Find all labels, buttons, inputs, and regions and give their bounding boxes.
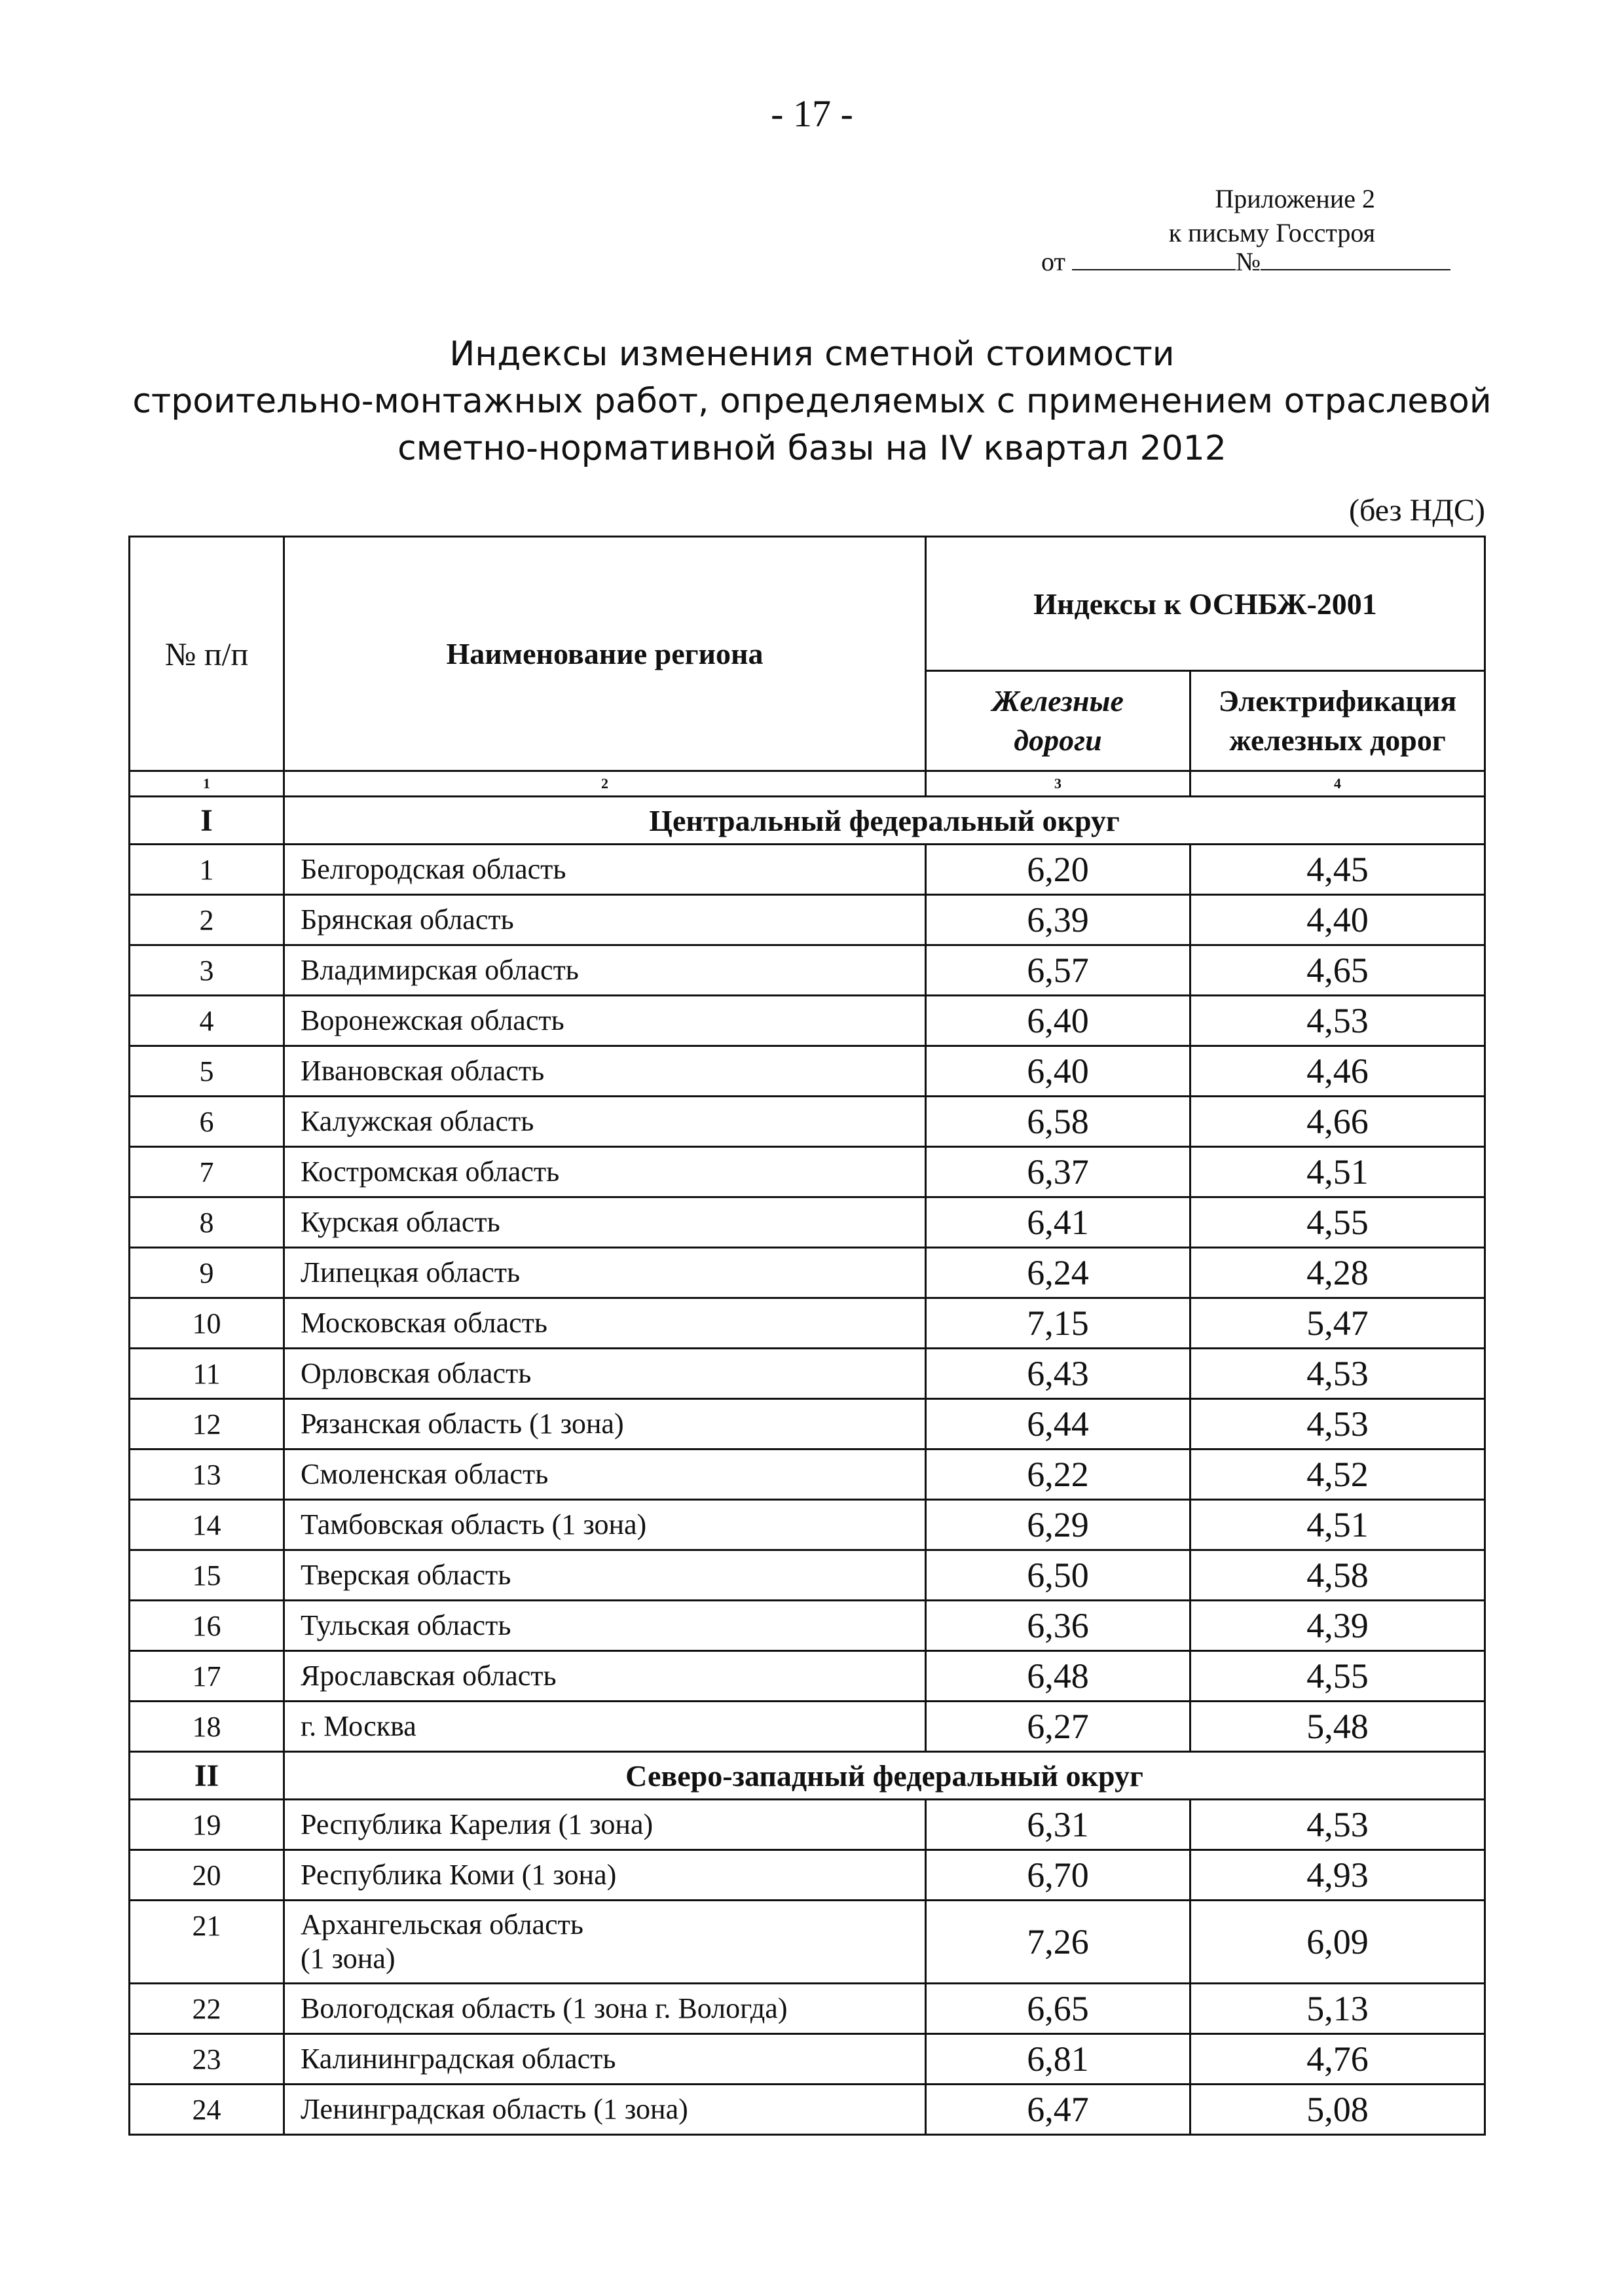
table-row — [130, 1399, 1485, 1449]
electrification-index: 4,51 — [1190, 1147, 1485, 1197]
region-name-line-2: (1 зона) — [301, 1942, 396, 1975]
electrification-index: 4,40 — [1190, 895, 1485, 945]
electrification-index: 4,46 — [1190, 1046, 1485, 1097]
header-electrification-line-2: железных дорог — [1229, 723, 1446, 757]
region-name: Смоленская область — [284, 1449, 926, 1500]
table-row — [130, 895, 1485, 945]
region-name — [284, 1901, 926, 1984]
table-row — [130, 2034, 1485, 2085]
railways-index: 6,29 — [926, 1500, 1190, 1550]
region-name: Ленинградская область (1 зона) — [284, 2085, 926, 2135]
section-row — [130, 797, 1485, 845]
electrification-index: 4,58 — [1190, 1550, 1485, 1601]
railways-index: 6,58 — [926, 1097, 1190, 1147]
table-row — [130, 1601, 1485, 1651]
row-number: 7 — [130, 1147, 284, 1197]
attachment-note — [1169, 182, 1375, 250]
region-name: Тверская область — [284, 1550, 926, 1601]
column-number-row — [130, 771, 1485, 797]
electrification-index: 4,65 — [1190, 945, 1485, 996]
region-name: Владимирская область — [284, 945, 926, 996]
row-number: 10 — [130, 1298, 284, 1349]
table-row — [130, 945, 1485, 996]
section-number: II — [130, 1752, 284, 1800]
electrification-index: 4,53 — [1190, 1349, 1485, 1399]
electrification-index: 4,93 — [1190, 1850, 1485, 1901]
region-name: Ивановская область — [284, 1046, 926, 1097]
row-number: 22 — [130, 1984, 284, 2034]
region-name: Тамбовская область (1 зона) — [284, 1500, 926, 1550]
row-number: 4 — [130, 996, 284, 1046]
table-row — [130, 1248, 1485, 1298]
section-row — [130, 1752, 1485, 1800]
railways-index: 6,31 — [926, 1800, 1190, 1850]
date-blank — [1072, 247, 1236, 270]
row-number: 14 — [130, 1500, 284, 1550]
title-line-1: Индексы изменения сметной стоимости — [449, 335, 1175, 374]
row-number: 8 — [130, 1197, 284, 1248]
electrification-index: 4,53 — [1190, 1800, 1485, 1850]
electrification-index: 4,28 — [1190, 1248, 1485, 1298]
row-number: 2 — [130, 895, 284, 945]
railways-index: 6,57 — [926, 945, 1190, 996]
table-row — [130, 845, 1485, 895]
electrification-index: 4,39 — [1190, 1601, 1485, 1651]
table-row — [130, 1550, 1485, 1601]
table-row — [130, 1298, 1485, 1349]
region-name: Вологодская область (1 зона г. Вологда) — [284, 1984, 926, 2034]
region-name: Республика Коми (1 зона) — [284, 1850, 926, 1901]
electrification-index: 4,53 — [1190, 996, 1485, 1046]
row-number: 3 — [130, 945, 284, 996]
row-number: 24 — [130, 2085, 284, 2135]
region-name: Рязанская область (1 зона) — [284, 1399, 926, 1449]
header-indices-group: Индексы к ОСНБЖ-2001 — [926, 537, 1485, 671]
table-row — [130, 1800, 1485, 1850]
region-name: Ярославская область — [284, 1651, 926, 1702]
table-row — [130, 1046, 1485, 1097]
section-name: Северо-западный федеральный округ — [284, 1752, 1485, 1800]
row-number: 20 — [130, 1850, 284, 1901]
region-name-line-1: Архангельская область — [301, 1908, 583, 1941]
row-number: 1 — [130, 845, 284, 895]
railways-index: 6,22 — [926, 1449, 1190, 1500]
table-row — [130, 1651, 1485, 1702]
header-railways — [926, 671, 1190, 771]
table-row — [130, 1702, 1485, 1752]
section-name: Центральный федеральный округ — [284, 797, 1485, 845]
table-row — [130, 1984, 1485, 2034]
table-row — [130, 2085, 1485, 2135]
railways-index: 6,70 — [926, 1850, 1190, 1901]
attachment-line-1: Приложение 2 — [1215, 184, 1375, 213]
table-row — [130, 1500, 1485, 1550]
row-number: 9 — [130, 1248, 284, 1298]
page-number: - 17 - — [771, 92, 853, 135]
railways-index: 6,65 — [926, 1984, 1190, 2034]
region-name: Курская область — [284, 1197, 926, 1248]
header-region-name: Наименование региона — [284, 537, 926, 771]
row-number: 17 — [130, 1651, 284, 1702]
region-name: Воронежская область — [284, 996, 926, 1046]
railways-index: 6,27 — [926, 1702, 1190, 1752]
title-line-2: строительно-монтажных работ, определяемых с применением отраслевой — [132, 382, 1492, 421]
vat-note: (без НДС) — [1348, 493, 1485, 528]
header-number: № п/п — [130, 537, 284, 771]
railways-index: 6,20 — [926, 845, 1190, 895]
electrification-index: 4,55 — [1190, 1651, 1485, 1702]
region-name: Тульская область — [284, 1601, 926, 1651]
row-number: 11 — [130, 1349, 284, 1399]
row-number: 23 — [130, 2034, 284, 2085]
attachment-line-2: к письму Госстроя — [1168, 218, 1375, 247]
from-label: от — [1041, 247, 1065, 276]
electrification-index: 5,47 — [1190, 1298, 1485, 1349]
number-label: № — [1235, 247, 1261, 276]
region-name: Калужская область — [284, 1097, 926, 1147]
electrification-index: 5,48 — [1190, 1702, 1485, 1752]
region-name: Орловская область — [284, 1349, 926, 1399]
table-row — [130, 1349, 1485, 1399]
row-number: 13 — [130, 1449, 284, 1500]
electrification-index: 4,51 — [1190, 1500, 1485, 1550]
letter-reference-line — [1041, 246, 1450, 277]
railways-index: 6,36 — [926, 1601, 1190, 1651]
table-row — [130, 1901, 1485, 1984]
railways-index: 6,81 — [926, 2034, 1190, 2085]
header-row — [130, 537, 1485, 671]
column-number: 3 — [926, 771, 1190, 797]
electrification-index: 4,66 — [1190, 1097, 1485, 1147]
region-name: Липецкая область — [284, 1248, 926, 1298]
railways-index: 6,43 — [926, 1349, 1190, 1399]
table-body — [130, 797, 1485, 2135]
column-number: 2 — [284, 771, 926, 797]
region-name: Белгородская область — [284, 845, 926, 895]
column-number: 1 — [130, 771, 284, 797]
electrification-index: 4,55 — [1190, 1197, 1485, 1248]
region-name: Республика Карелия (1 зона) — [284, 1800, 926, 1850]
header-electrification — [1190, 671, 1485, 771]
table-row — [130, 1097, 1485, 1147]
header-railways-line-1: Железные — [992, 684, 1124, 718]
electrification-index: 4,76 — [1190, 2034, 1485, 2085]
row-number: 15 — [130, 1550, 284, 1601]
electrification-index: 4,53 — [1190, 1399, 1485, 1449]
row-number: 18 — [130, 1702, 284, 1752]
header-electrification-line-1: Электрификация — [1218, 684, 1457, 718]
electrification-index: 4,52 — [1190, 1449, 1485, 1500]
document-title — [0, 331, 1624, 472]
table-row — [130, 1147, 1485, 1197]
railways-index: 6,48 — [926, 1651, 1190, 1702]
row-number: 16 — [130, 1601, 284, 1651]
row-number: 12 — [130, 1399, 284, 1449]
electrification-index: 5,08 — [1190, 2085, 1485, 2135]
region-name: Костромская область — [284, 1147, 926, 1197]
table-row — [130, 1197, 1485, 1248]
row-number: 19 — [130, 1800, 284, 1850]
railways-index: 6,39 — [926, 895, 1190, 945]
railways-index: 6,50 — [926, 1550, 1190, 1601]
railways-index: 7,15 — [926, 1298, 1190, 1349]
table-row — [130, 1449, 1485, 1500]
section-number: I — [130, 797, 284, 845]
region-name: Калининградская область — [284, 2034, 926, 2085]
table-row — [130, 1850, 1485, 1901]
railways-index: 6,24 — [926, 1248, 1190, 1298]
railways-index: 6,37 — [926, 1147, 1190, 1197]
row-number: 21 — [130, 1901, 284, 1984]
electrification-index: 6,09 — [1190, 1901, 1485, 1984]
railways-index: 6,44 — [926, 1399, 1190, 1449]
indices-table — [128, 536, 1486, 2136]
railways-index: 6,40 — [926, 1046, 1190, 1097]
railways-index: 7,26 — [926, 1901, 1190, 1984]
region-name: Московская область — [284, 1298, 926, 1349]
electrification-index: 5,13 — [1190, 1984, 1485, 2034]
table-row — [130, 996, 1485, 1046]
railways-index: 6,41 — [926, 1197, 1190, 1248]
column-number: 4 — [1190, 771, 1485, 797]
railways-index: 6,47 — [926, 2085, 1190, 2135]
region-name: г. Москва — [284, 1702, 926, 1752]
number-blank — [1261, 247, 1450, 270]
railways-index: 6,40 — [926, 996, 1190, 1046]
electrification-index: 4,45 — [1190, 845, 1485, 895]
header-railways-line-2: дороги — [1014, 723, 1102, 757]
row-number: 5 — [130, 1046, 284, 1097]
title-line-3: сметно-нормативной базы на IV квартал 2012 — [397, 429, 1227, 468]
row-number: 6 — [130, 1097, 284, 1147]
region-name: Брянская область — [284, 895, 926, 945]
